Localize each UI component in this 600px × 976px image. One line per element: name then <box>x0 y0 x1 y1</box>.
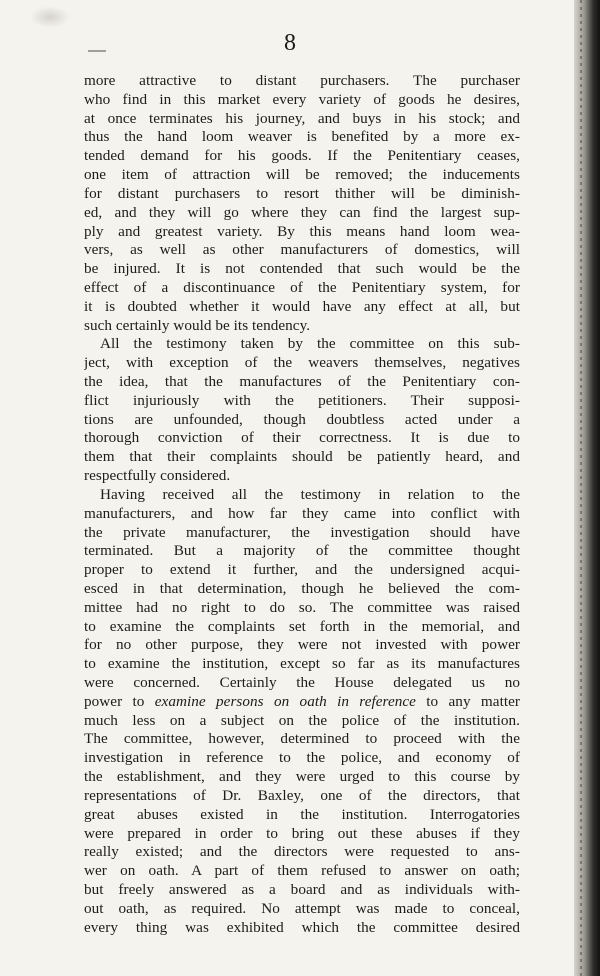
text-line: for no other purpose, they were not invested with power <box>84 636 520 654</box>
text-line: proper to extend it further, and the undersigned acqui- <box>84 561 520 579</box>
text-line: vers, as well as other manufacturers of domestics, will <box>84 241 520 259</box>
paragraph <box>84 72 520 335</box>
text-line: much less on a subject on the police of the institution. <box>84 711 520 729</box>
page-number: 8 <box>284 30 296 56</box>
text-line: mittee had no right to do so. The committee was raised <box>84 598 520 616</box>
text-line: more attractive to distant purchasers. The purchaser <box>84 72 520 89</box>
text-line: great abuses existed in the institution. Interrogatories <box>84 805 520 823</box>
text-line: tended demand for his goods. If the Penitentiary ceases, <box>84 147 520 165</box>
text-line: respectfully considered. <box>84 467 231 485</box>
text-line: ply and greatest variety. By this means hand loom wea- <box>84 222 520 240</box>
text-line: them that their complaints should be patiently heard, and <box>84 448 520 466</box>
text-line: Having received all the testimony in relation to the <box>100 485 520 503</box>
text-line: one item of attraction will be removed; the inducements <box>84 166 520 184</box>
text-line: who find in this market every variety of goods he desires, <box>84 90 520 108</box>
text-line: tions are unfounded, though doubtless acted under a <box>84 410 520 428</box>
text-line: were concerned. Certainly the House delegated us no <box>84 674 520 691</box>
text-line: really existed; and the directors were requested to ans- <box>84 843 520 861</box>
text-line: to examine the institution, except so far as its manufactures <box>84 655 520 673</box>
text-line: were prepared in order to bring out these abuses if they <box>84 824 520 842</box>
text-line: the idea, that the manufactures of the Penitentiary con- <box>84 373 520 390</box>
body-text <box>84 72 520 937</box>
paper-stain <box>30 6 70 28</box>
paragraph <box>84 335 520 486</box>
text-line: All the testimony taken by the committee on this sub- <box>100 335 520 353</box>
paragraph <box>84 486 520 938</box>
text-line: thorough conviction of their correctness. It is due to <box>84 429 520 447</box>
text-line: flict injuriously with the petitioners. Their supposi- <box>84 391 520 409</box>
binding-edge <box>574 0 600 976</box>
text-line: thus the hand loom weaver is benefited by a more ex- <box>84 128 520 146</box>
text-line: investigation in reference to the police, and economy of <box>84 749 520 767</box>
text-line: representations of Dr. Baxley, one of the directors, that <box>84 786 520 804</box>
text-line: terminated. But a majority of the committee thought <box>84 542 520 560</box>
text-line: to examine the complaints set forth in the memorial, and <box>84 617 520 635</box>
text-line: for distant purchasers to resort thither will be diminish- <box>84 184 520 202</box>
text-line: the establishment, and they were urged to this course by <box>84 768 520 786</box>
text-line: manufacturers, and how far they came into conflict with <box>84 504 520 522</box>
text-line: effect of a discontinuance of the Penitentiary system, for <box>84 278 520 296</box>
text-line: it is doubted whether it would have any effect at all, but <box>84 297 520 315</box>
text-line: every thing was exhibited which the committee desired <box>84 918 520 936</box>
text-line: esced in that determination, though he believed the com- <box>84 579 520 597</box>
text-line: such certainly would be its tendency. <box>84 316 311 334</box>
text-line: be injured. It is not contended that such would be the <box>84 260 520 278</box>
text-line: out oath, as required. No attempt was made to conceal, <box>84 899 520 917</box>
text-line: The committee, however, determined to proceed with the <box>84 730 520 748</box>
text-line: wer on oath. A part of them refused to answer on oath; <box>84 862 520 880</box>
text-line: ed, and they will go where they can find the largest sup- <box>84 203 520 221</box>
text-line: ject, with exception of the weavers themselves, negatives <box>84 354 520 372</box>
text-line: but freely answered as a board and as individuals with- <box>84 880 520 898</box>
text-line: at once terminates his journey, and buys in his stock; and <box>84 109 520 127</box>
text-line: power to examine persons on oath in reference to any matter <box>84 692 520 710</box>
text-line: the private manufacturer, the investigation should have <box>84 523 520 541</box>
